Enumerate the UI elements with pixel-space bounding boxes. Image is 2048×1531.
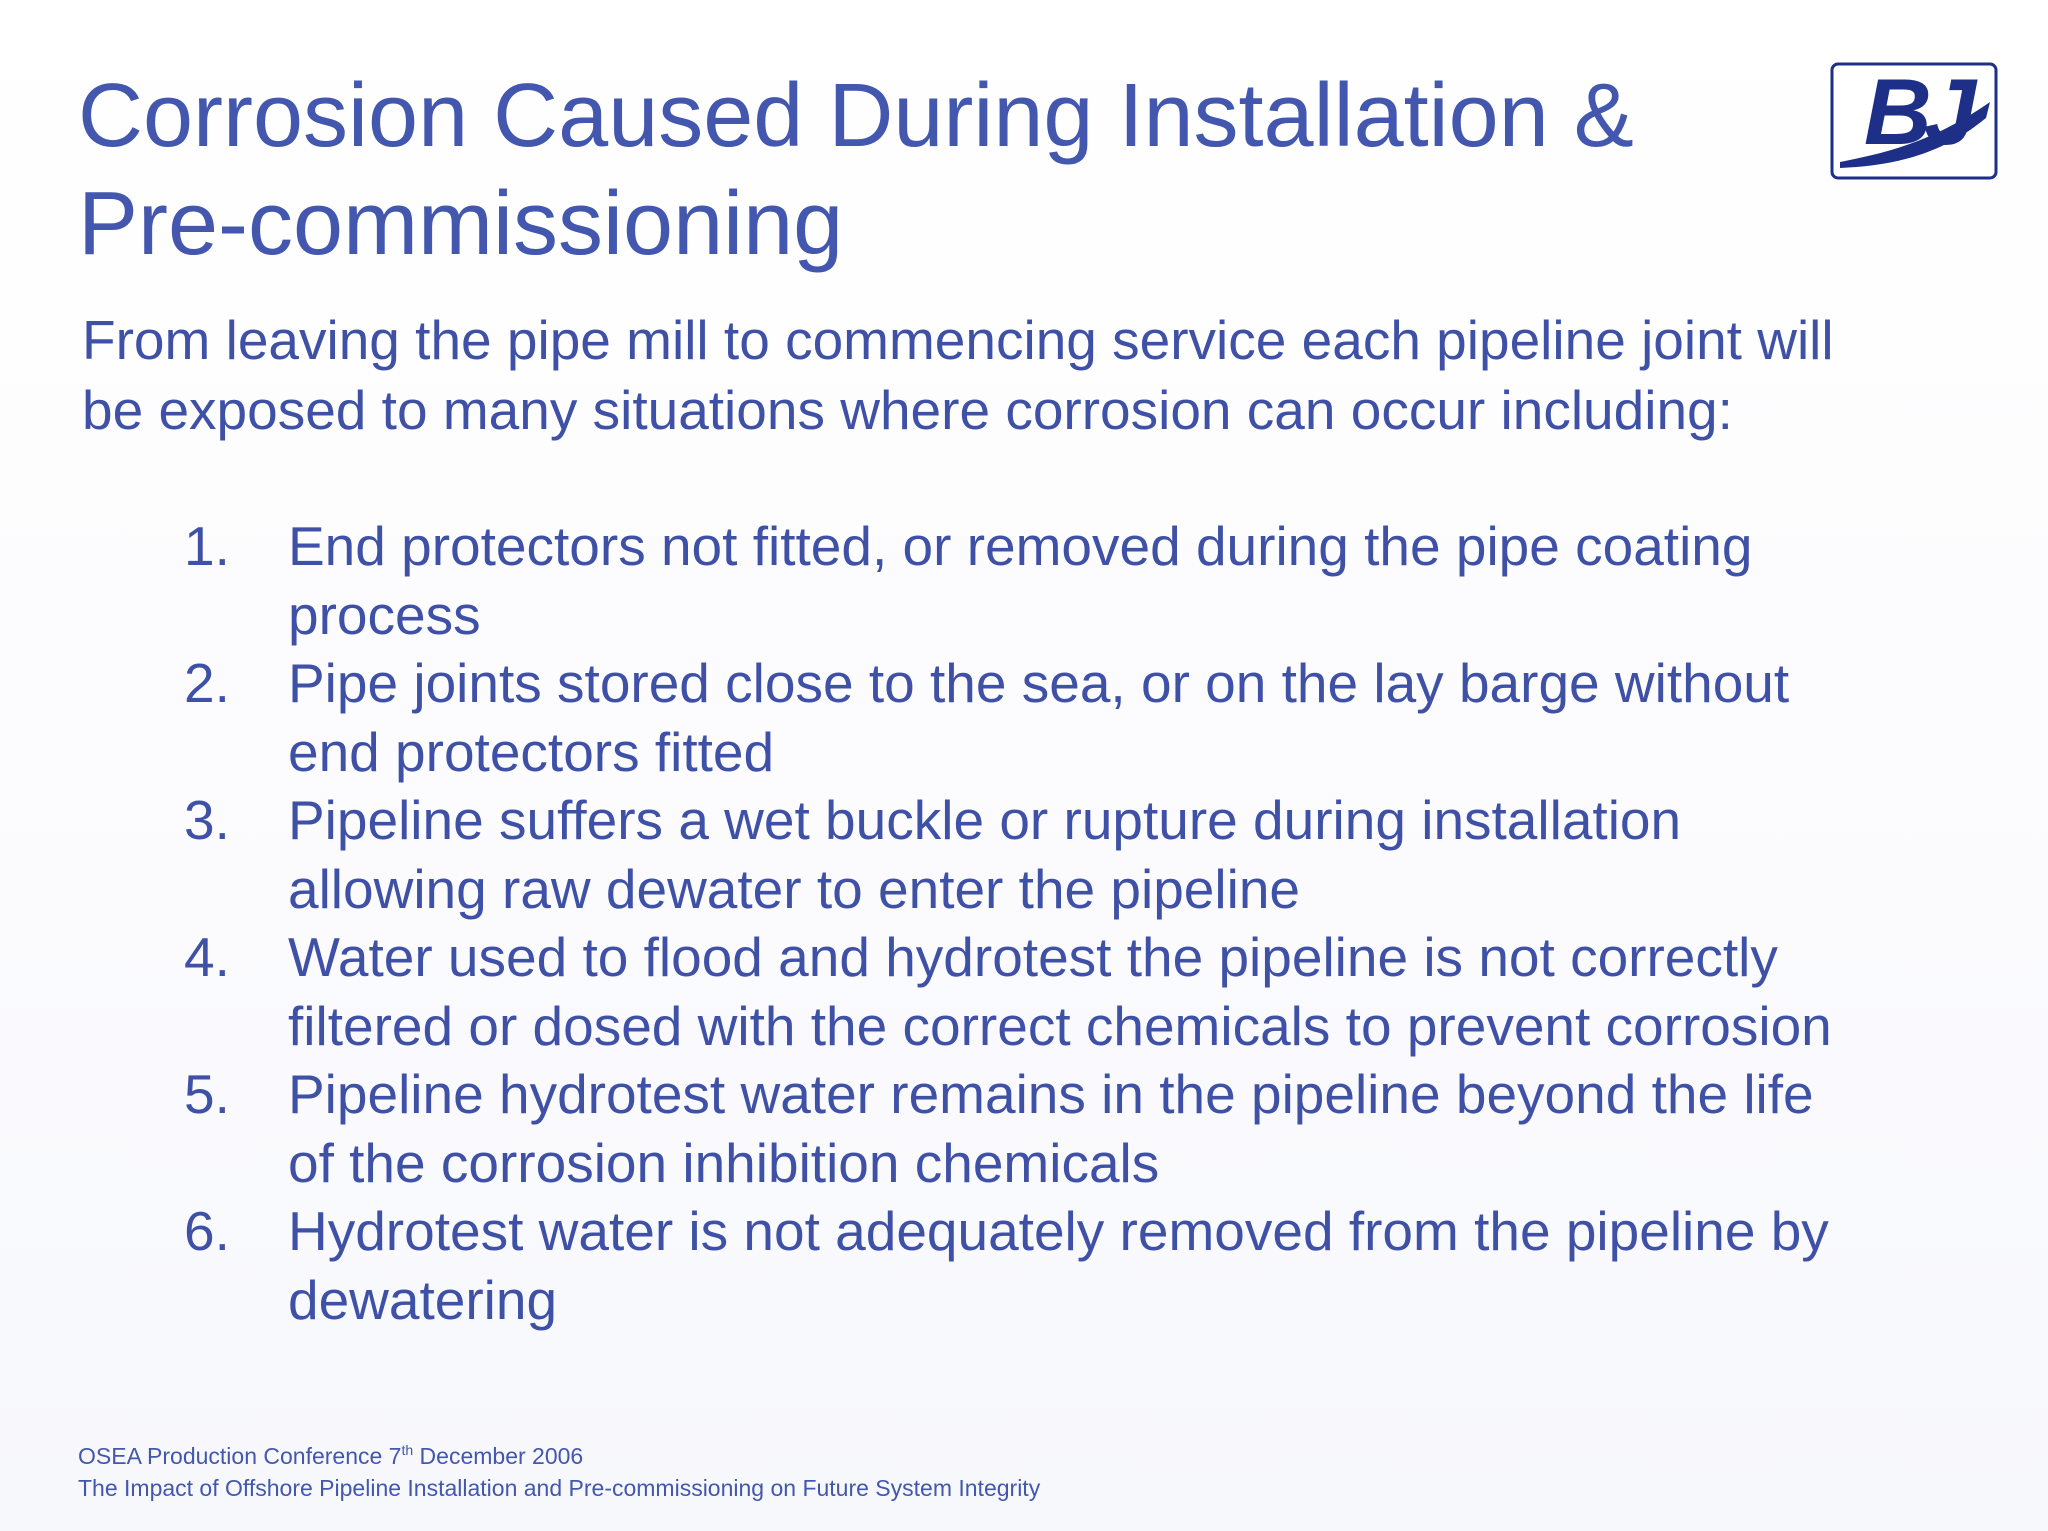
item-number: 5. — [184, 1063, 230, 1125]
list-item — [0, 512, 2048, 649]
list-item — [0, 923, 2048, 1060]
item-text-line: Water used to flood and hydrotest the pipeline is not correctly — [288, 926, 1778, 988]
item-text-line: of the corrosion inhibition chemicals — [288, 1131, 1160, 1194]
item-text-line: end protectors fitted — [288, 720, 775, 783]
logo-letters: BJ — [1863, 62, 1969, 164]
item-text-line: dewatering — [288, 1268, 558, 1331]
item-text-line: Pipeline suffers a wet buckle or rupture during installation — [288, 789, 1682, 851]
intro-line: be exposed to many situations where corrosion can occur including: — [82, 379, 1733, 441]
item-text-line: Pipeline hydrotest water remains in the pipeline beyond the life — [288, 1063, 1814, 1125]
corrosion-causes-list — [0, 512, 2048, 1334]
intro-paragraph — [82, 305, 1962, 445]
title-line: Pre-commissioning — [78, 174, 844, 274]
item-text-line: allowing raw dewater to enter the pipeline — [288, 857, 1300, 920]
list-item — [0, 1197, 2048, 1334]
footer-conference-line — [78, 1440, 1040, 1472]
footer-ordinal-suffix: th — [401, 1442, 414, 1458]
slide-footer — [78, 1440, 1040, 1504]
footer-conference-name: OSEA Production Conference 7 — [78, 1443, 402, 1469]
list-item — [0, 649, 2048, 786]
slide-title — [78, 62, 1738, 278]
footer-conference-date: December 2006 — [413, 1443, 584, 1469]
item-text-line: process — [288, 583, 481, 646]
item-text-line: Hydrotest water is not adequately removed from the pipeline by — [288, 1200, 1829, 1262]
item-text-line: filtered or dosed with the correct chemicals to prevent corrosion — [288, 994, 1832, 1057]
intro-line: From leaving the pipe mill to commencing service each pipeline joint will — [82, 309, 1834, 371]
item-number: 2. — [184, 652, 230, 714]
list-item — [0, 786, 2048, 923]
item-number: 1. — [184, 515, 230, 577]
title-line: Corrosion Caused During Installation & — [78, 66, 1634, 166]
item-number: 6. — [184, 1200, 230, 1262]
company-logo — [1830, 62, 1998, 180]
item-number: 4. — [184, 926, 230, 988]
list-item — [0, 1060, 2048, 1197]
item-text-line: End protectors not fitted, or removed during the pipe coating — [288, 515, 1753, 577]
footer-presentation-title: The Impact of Offshore Pipeline Installation and Pre-commissioning on Future System Integrity — [78, 1475, 1041, 1501]
item-text-line: Pipe joints stored close to the sea, or on the lay barge without — [288, 652, 1790, 714]
item-number: 3. — [184, 789, 230, 851]
